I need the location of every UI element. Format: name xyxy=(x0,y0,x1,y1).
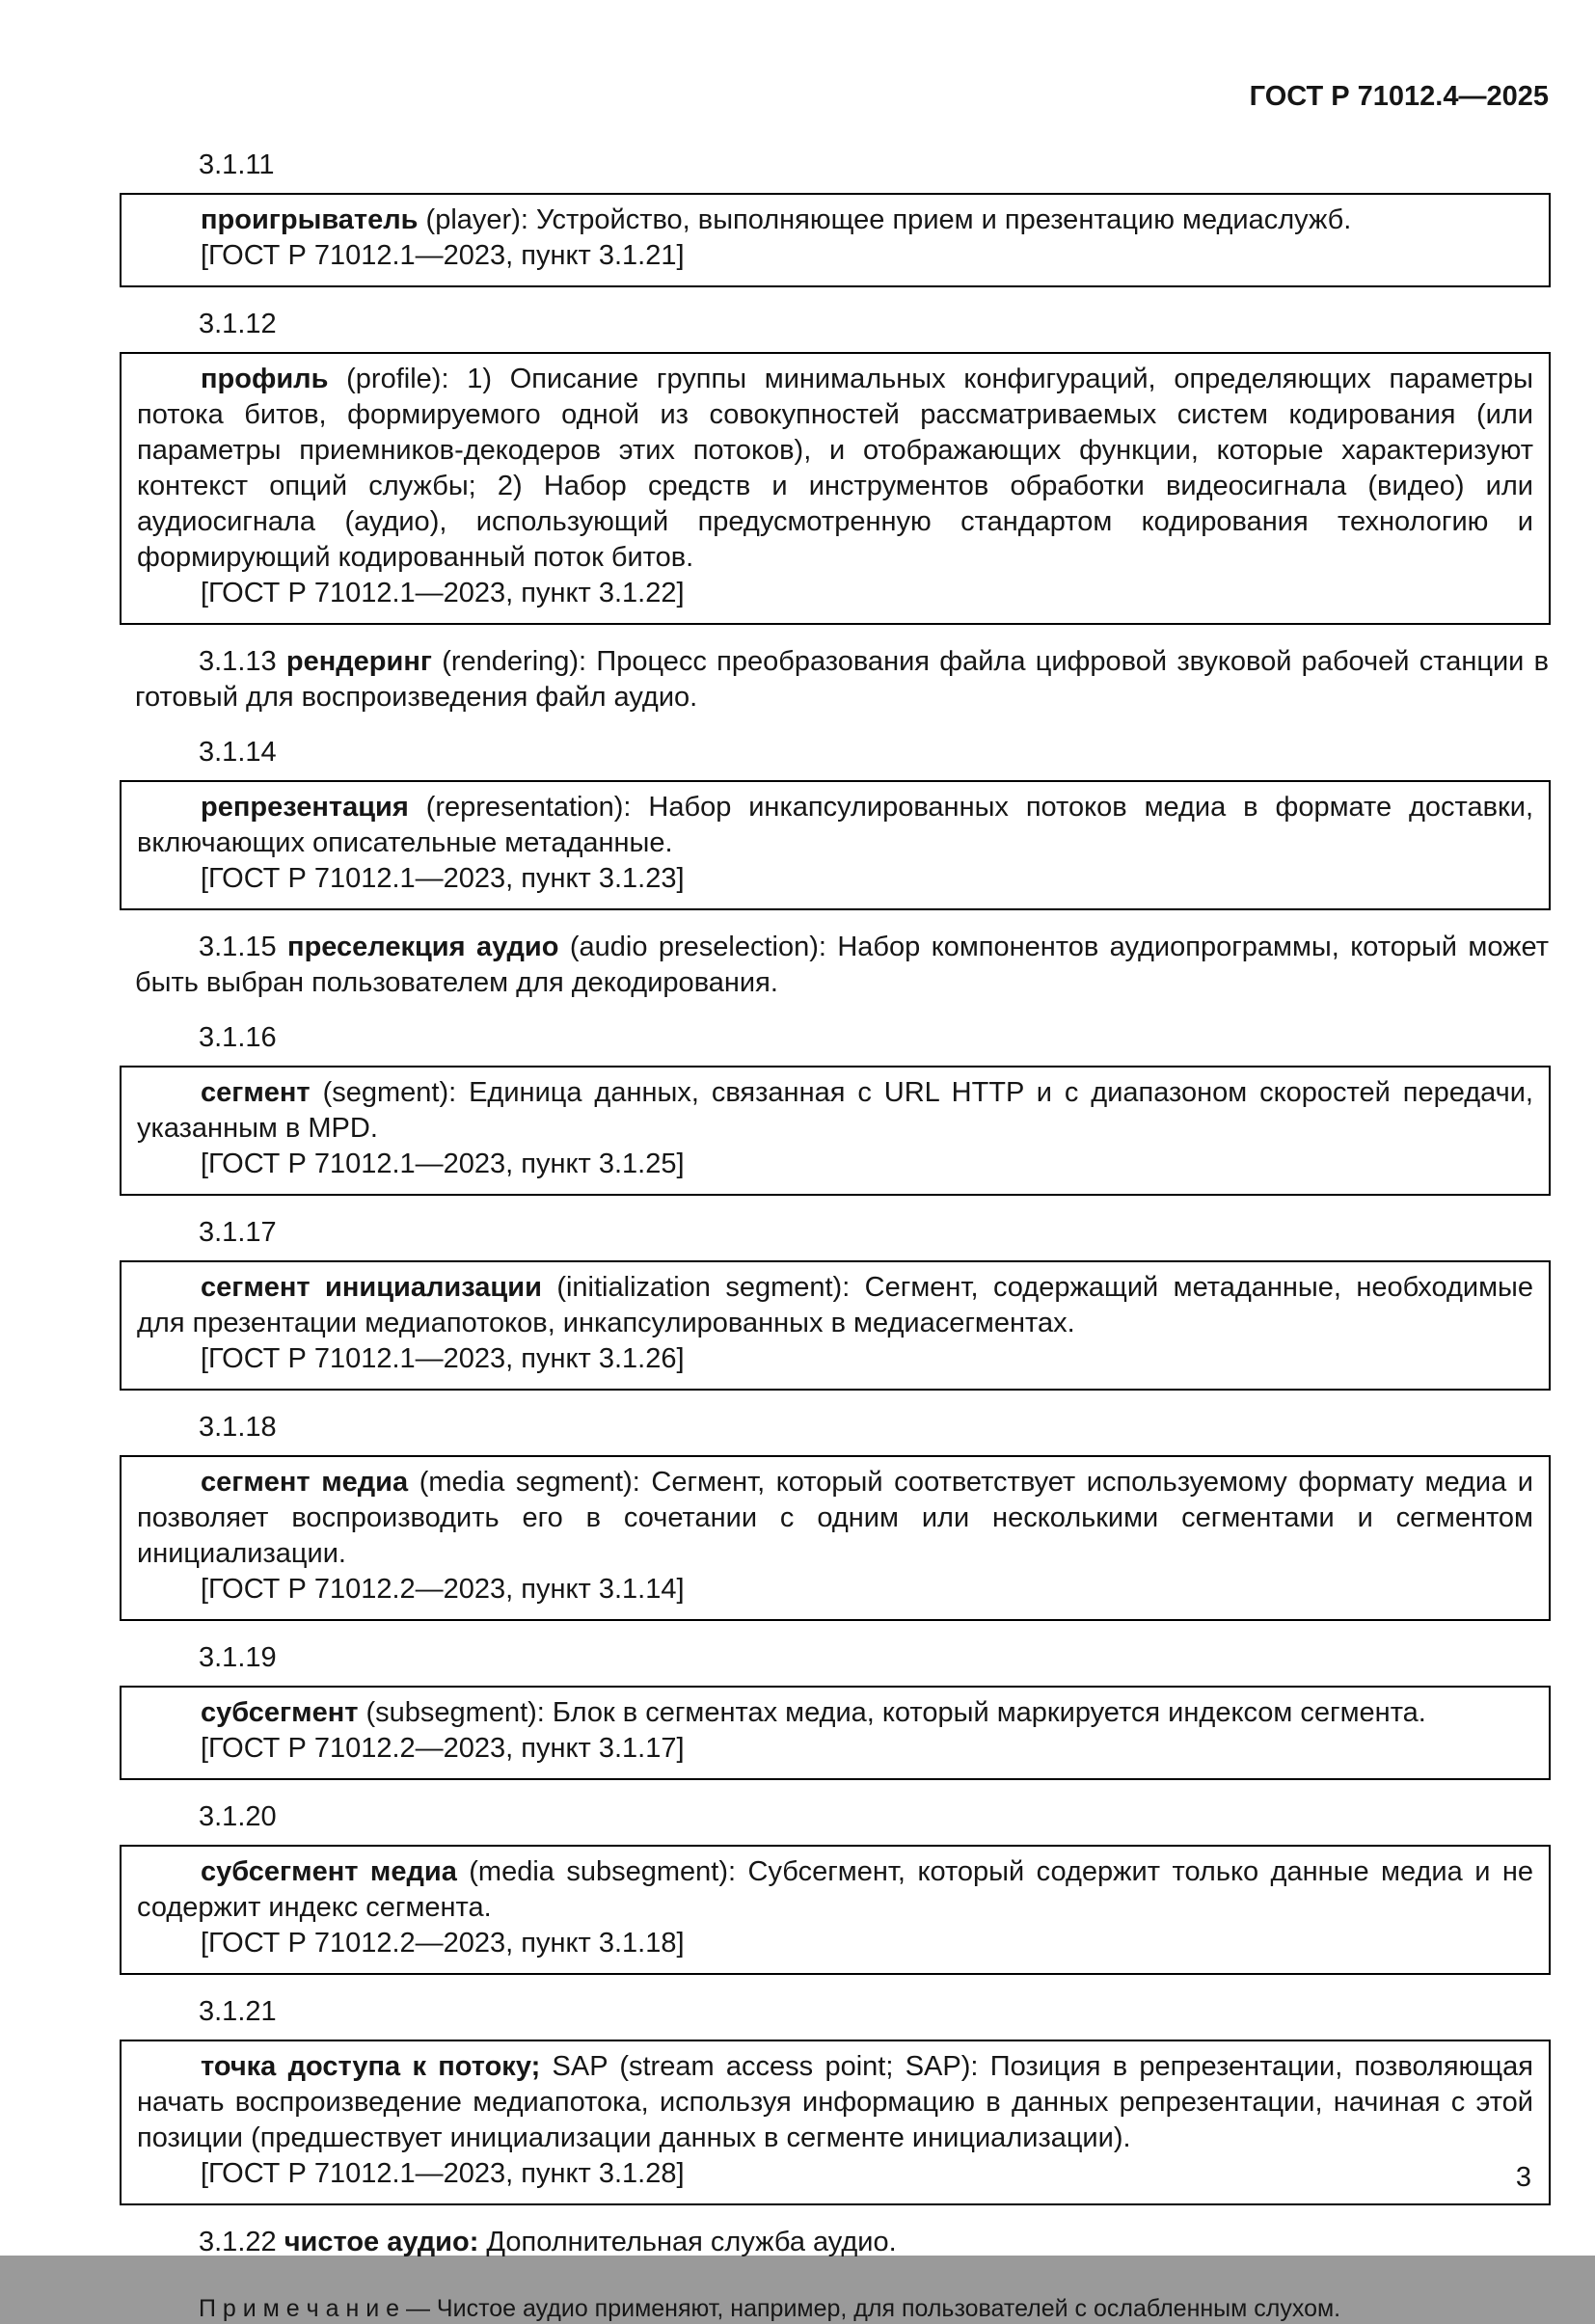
definition-text: (segment): Единица данных, связанная с URL HTTP и с диапазоном скоростей передачи, указанным в MPD. xyxy=(137,1077,1533,1144)
term-label: субсегмент xyxy=(201,1697,359,1728)
definition-text: (subsegment): Блок в сегментах медиа, который маркируется индексом сегмента. xyxy=(358,1697,1426,1728)
term-definition xyxy=(137,2049,1533,2156)
term-number: 3.1.22 xyxy=(199,2227,277,2257)
definition-text: (initialization segment): Сегмент, содержащий метаданные, необходимые для презентации медиапотоков, инкапсулированных в медиасегментах. xyxy=(137,1272,1533,1338)
definition-box xyxy=(120,352,1551,625)
term-number: 3.1.19 xyxy=(199,1642,277,1673)
term-number: 3.1.13 xyxy=(199,646,277,677)
term-definition xyxy=(137,1854,1533,1926)
term-number: 3.1.14 xyxy=(199,737,277,768)
term-number: 3.1.16 xyxy=(199,1022,277,1053)
definition-box xyxy=(120,1845,1551,1975)
source-reference: [ГОСТ Р 71012.1—2023, пункт 3.1.26] xyxy=(201,1343,685,1374)
source-reference: [ГОСТ Р 71012.2—2023, пункт 3.1.18] xyxy=(201,1928,685,1959)
definition-box xyxy=(120,1066,1551,1196)
term-label: рендеринг xyxy=(285,646,432,677)
term-label: сегмент медиа xyxy=(201,1467,409,1498)
source-reference: [ГОСТ Р 71012.1—2023, пункт 3.1.23] xyxy=(201,863,685,894)
term-label: сегмент xyxy=(201,1077,311,1108)
term-label: репрезентация xyxy=(201,792,409,823)
definition-text: (representation): Набор инкапсулированных потоков медиа в формате доставки, включающих описательные метаданные. xyxy=(137,792,1533,858)
term-number: 3.1.12 xyxy=(199,309,277,339)
source-reference: [ГОСТ Р 71012.1—2023, пункт 3.1.25] xyxy=(201,1148,685,1179)
term-label: чистое аудио: xyxy=(284,2227,479,2257)
definition-box xyxy=(120,193,1551,287)
term-definition xyxy=(137,203,1533,238)
source-reference: [ГОСТ Р 71012.1—2023, пункт 3.1.22] xyxy=(201,578,685,608)
term-number: 3.1.21 xyxy=(199,1996,277,2027)
definition-box xyxy=(120,1260,1551,1391)
definition-box xyxy=(120,780,1551,910)
page-number: 3 xyxy=(1515,2162,1531,2193)
doc-code: ГОСТ Р 71012.4—2025 xyxy=(1249,81,1549,112)
term-entry xyxy=(135,1410,1549,1621)
definition-text: (media subsegment): Субсегмент, который содержит только данные медиа и не содержит индекс сегмента. xyxy=(137,1856,1533,1923)
term-number: 3.1.15 xyxy=(199,932,277,962)
definition-box xyxy=(120,1455,1551,1621)
term-definition xyxy=(137,1075,1533,1147)
term-number: 3.1.20 xyxy=(199,1801,277,1832)
term-number: 3.1.18 xyxy=(199,1412,277,1443)
term-label: преселекция аудио xyxy=(287,932,559,962)
term-label: профиль xyxy=(201,364,329,394)
source-reference: [ГОСТ Р 71012.1—2023, пункт 3.1.21] xyxy=(201,240,685,271)
term-entry xyxy=(135,1994,1549,2205)
term-entry xyxy=(135,2225,1549,2260)
definition-text: (rendering): Процесс преобразования файла цифровой звуковой рабочей станции в готовый для воспроизведения файл аудио. xyxy=(135,646,1550,713)
source-reference: [ГОСТ Р 71012.1—2023, пункт 3.1.28] xyxy=(201,2158,685,2189)
term-entry xyxy=(135,1215,1549,1391)
definition-box xyxy=(120,2040,1551,2205)
term-entry xyxy=(135,1020,1549,1196)
term-definition xyxy=(137,790,1533,861)
term-number: 3.1.17 xyxy=(199,1217,277,1248)
term-label: проигрыватель xyxy=(201,204,419,235)
note: П р и м е ч а н и е — Чистое аудио применяют, например, для пользователей с ослабленным слухом. xyxy=(199,2295,1341,2322)
term-entry xyxy=(135,735,1549,910)
term-label: субсегмент медиа xyxy=(201,1856,457,1887)
definition-text: SAP (stream access point; SAP): Позиция в репрезентации, позволяющая начать воспроизведение медиапотока, используя информацию в данных репрезентации, начиная с этой позиции (предшествует инициализации данных в сегменте инициализации). xyxy=(137,2051,1533,2153)
source-reference: [ГОСТ Р 71012.2—2023, пункт 3.1.14] xyxy=(201,1574,685,1605)
definition-text: Дополнительная служба аудио. xyxy=(478,2227,897,2257)
definition-text: (audio preselection): Набор компонентов аудиопрограммы, который может быть выбран пользователем для декодирования. xyxy=(135,932,1549,998)
term-definition xyxy=(137,1270,1533,1341)
term-definition xyxy=(137,1695,1533,1731)
term-entry xyxy=(135,148,1549,287)
source-reference: [ГОСТ Р 71012.2—2023, пункт 3.1.17] xyxy=(201,1733,685,1764)
term-entry xyxy=(135,930,1549,1001)
term-label: сегмент инициализации xyxy=(201,1272,542,1303)
term-entry xyxy=(135,1640,1549,1780)
term-number: 3.1.11 xyxy=(199,149,275,180)
term-label: точка доступа к потоку; xyxy=(201,2051,541,2082)
term-entry xyxy=(135,1799,1549,1975)
definition-text: (profile): 1) Описание группы минимальных конфигураций, определяющих параметры потока битов, формируемого одной из совокупностей рассматриваемых систем кодирования (или параметры приемников-декодеров этих потоков), и отображающих функции, которые характеризуют контекст опций службы; 2) Набор средств и инструментов обработки видеосигнала (видео) или аудиосигнала (аудио), использующий предусмотренную стандартом кодирования технологию и формирующий кодированный поток битов. xyxy=(137,364,1533,573)
definition-text: (media segment): Сегмент, который соответствует используемому формату медиа и позволяет воспроизводить его в сочетании с одним или несколькими сегментами и сегментом инициализации. xyxy=(137,1467,1533,1569)
term-definition xyxy=(137,1465,1533,1572)
term-entry xyxy=(135,307,1549,625)
definition-text: (player): Устройство, выполняющее прием и презентацию медиаслужб. xyxy=(418,204,1352,235)
definition-box xyxy=(120,1686,1551,1780)
term-definition xyxy=(137,362,1533,576)
term-entry xyxy=(135,644,1549,716)
